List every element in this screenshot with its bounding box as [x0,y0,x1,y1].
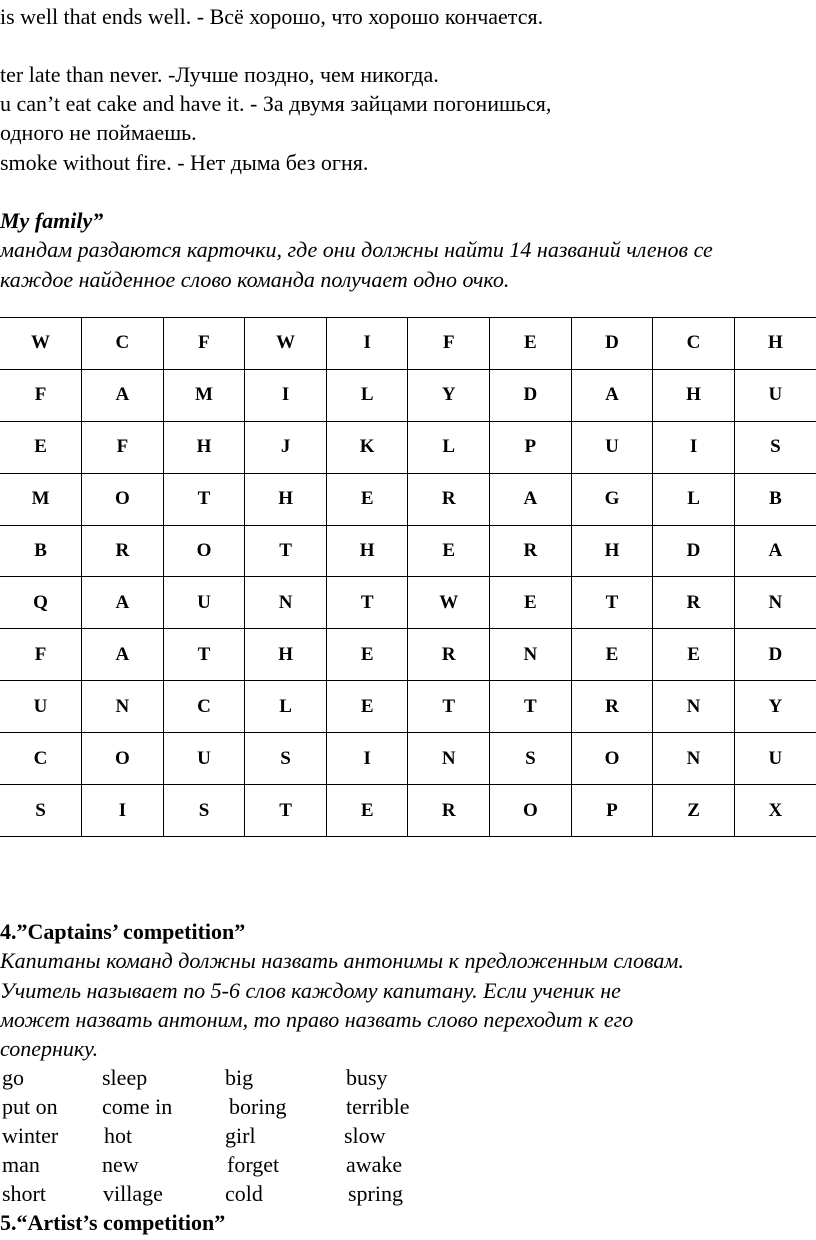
proverb-line: одного не поймаешь. [0,120,197,145]
grid-cell: Y [734,681,816,733]
grid-cell: T [245,785,327,837]
grid-cell: E [408,525,490,577]
grid-cell: Y [408,369,490,421]
section-4-title: 4.”Captains’ competition” [0,919,246,944]
grid-row [0,629,816,681]
grid-cell: R [408,473,490,525]
antonym-word: come in [102,1094,173,1119]
antonym-word: forget [227,1152,280,1177]
word-search-grid [0,317,816,837]
antonym-word: boring [229,1094,287,1119]
grid-cell: U [0,681,82,733]
proverb-line: smoke without fire. - Нет дыма без огня. [0,150,369,175]
grid-cell: S [734,421,816,473]
grid-cell: H [734,318,816,370]
grid-cell: E [326,785,408,837]
section-4-desc-line: сопернику. [0,1036,99,1061]
grid-cell: S [0,785,82,837]
grid-cell: F [82,421,164,473]
grid-cell: W [408,577,490,629]
grid-cell: H [571,525,653,577]
antonym-word: cold [225,1181,263,1206]
grid-cell: A [571,369,653,421]
grid-cell: U [734,369,816,421]
grid-cell: L [653,473,735,525]
grid-row [0,681,816,733]
grid-cell: T [571,577,653,629]
antonym-word: spring [348,1181,403,1206]
grid-row [0,785,816,837]
antonym-word: put on [2,1094,58,1119]
grid-cell: P [571,785,653,837]
grid-cell: L [326,369,408,421]
grid-cell: A [82,369,164,421]
antonym-word: awake [346,1152,403,1177]
grid-cell: A [82,629,164,681]
antonym-word: hot [104,1123,133,1148]
antonym-word: new [102,1152,139,1177]
antonym-word: man [2,1152,40,1177]
antonym-word: big [225,1065,254,1090]
grid-cell: R [82,525,164,577]
grid-cell: U [163,577,245,629]
grid-cell: D [490,369,572,421]
grid-cell: K [326,421,408,473]
grid-row [0,733,816,785]
grid-cell: H [245,473,327,525]
grid-cell: T [245,525,327,577]
grid-cell: L [245,681,327,733]
grid-cell: E [326,681,408,733]
grid-cell: A [82,577,164,629]
grid-cell: J [245,421,327,473]
grid-cell: Q [0,577,82,629]
grid-cell: O [571,733,653,785]
grid-cell: N [653,733,735,785]
grid-cell: U [734,733,816,785]
grid-cell: R [571,681,653,733]
grid-row [0,318,816,370]
section-4-desc-line: может назвать антоним, то право назвать слово переходит к его [0,1007,634,1032]
grid-cell: Z [653,785,735,837]
antonym-word: terrible [346,1094,410,1119]
grid-cell: R [653,577,735,629]
grid-cell: S [163,785,245,837]
grid-cell: N [245,577,327,629]
grid-cell: D [653,525,735,577]
grid-cell: T [163,629,245,681]
grid-row [0,577,816,629]
grid-cell: H [245,629,327,681]
grid-cell: O [82,733,164,785]
grid-cell: P [490,421,572,473]
grid-cell: S [490,733,572,785]
grid-cell: N [82,681,164,733]
section-3-desc-line: каждое найденное слово команда получает одно очко. [0,267,510,292]
grid-cell: F [163,318,245,370]
grid-cell: E [326,473,408,525]
grid-cell: W [0,318,82,370]
grid-cell: I [326,733,408,785]
section-5-title: 5.“Artist’s competition” [0,1210,226,1235]
grid-cell: T [326,577,408,629]
grid-cell: N [653,681,735,733]
grid-cell: F [408,318,490,370]
section-4-desc-line: Учитель называет по 5-6 слов каждому капитану. Если ученик не [0,978,621,1003]
grid-cell: N [734,577,816,629]
grid-cell: I [326,318,408,370]
grid-cell: E [490,318,572,370]
grid-cell: X [734,785,816,837]
grid-cell: A [734,525,816,577]
grid-cell: O [490,785,572,837]
grid-cell: O [163,525,245,577]
grid-cell: B [734,473,816,525]
grid-cell: O [82,473,164,525]
grid-cell: F [0,629,82,681]
proverb-line: is well that ends well. - Всё хорошо, что хорошо кончается. [0,4,544,29]
grid-cell: T [163,473,245,525]
grid-cell: N [490,629,572,681]
grid-cell: E [326,629,408,681]
grid-cell: C [653,318,735,370]
grid-cell: R [408,629,490,681]
grid-cell: B [0,525,82,577]
grid-row [0,369,816,421]
grid-cell: U [163,733,245,785]
grid-cell: L [408,421,490,473]
section-3-desc-line: мандам раздаются карточки, где они должны найти 14 названий членов се [0,237,713,262]
grid-cell: R [490,525,572,577]
grid-cell: M [0,473,82,525]
grid-cell: N [408,733,490,785]
grid-cell: I [245,369,327,421]
section-4-desc-line: Капитаны команд должны назвать антонимы к предложенным словам. [0,948,684,973]
proverb-line: ter late than never. -Лучше поздно, чем никогда. [0,62,439,87]
grid-cell: D [734,629,816,681]
antonym-word: go [2,1065,24,1090]
grid-cell: H [653,369,735,421]
grid-cell: W [245,318,327,370]
grid-cell: T [490,681,572,733]
grid-cell: H [326,525,408,577]
grid-cell: G [571,473,653,525]
grid-cell: T [408,681,490,733]
grid-cell: C [0,733,82,785]
grid-cell: E [653,629,735,681]
antonym-word: slow [344,1123,386,1148]
grid-cell: A [490,473,572,525]
section-3-title: My family” [0,208,104,233]
grid-cell: S [245,733,327,785]
grid-row [0,473,816,525]
grid-cell: I [82,785,164,837]
grid-cell: E [490,577,572,629]
grid-cell: U [571,421,653,473]
grid-cell: E [0,421,82,473]
grid-cell: M [163,369,245,421]
antonym-word: sleep [102,1065,148,1090]
grid-cell: R [408,785,490,837]
antonym-word: girl [225,1123,256,1148]
grid-cell: C [163,681,245,733]
grid-cell: C [82,318,164,370]
grid-cell: F [0,369,82,421]
grid-cell: E [571,629,653,681]
grid-row [0,421,816,473]
grid-row [0,525,816,577]
antonym-word: short [2,1181,46,1206]
antonym-word: busy [346,1065,388,1090]
proverb-line: u can’t eat cake and have it. - За двумя зайцами погонишься, [0,91,552,116]
grid-cell: D [571,318,653,370]
grid-cell: I [653,421,735,473]
antonym-word: village [103,1181,163,1206]
antonym-word: winter [2,1123,59,1148]
grid-cell: H [163,421,245,473]
